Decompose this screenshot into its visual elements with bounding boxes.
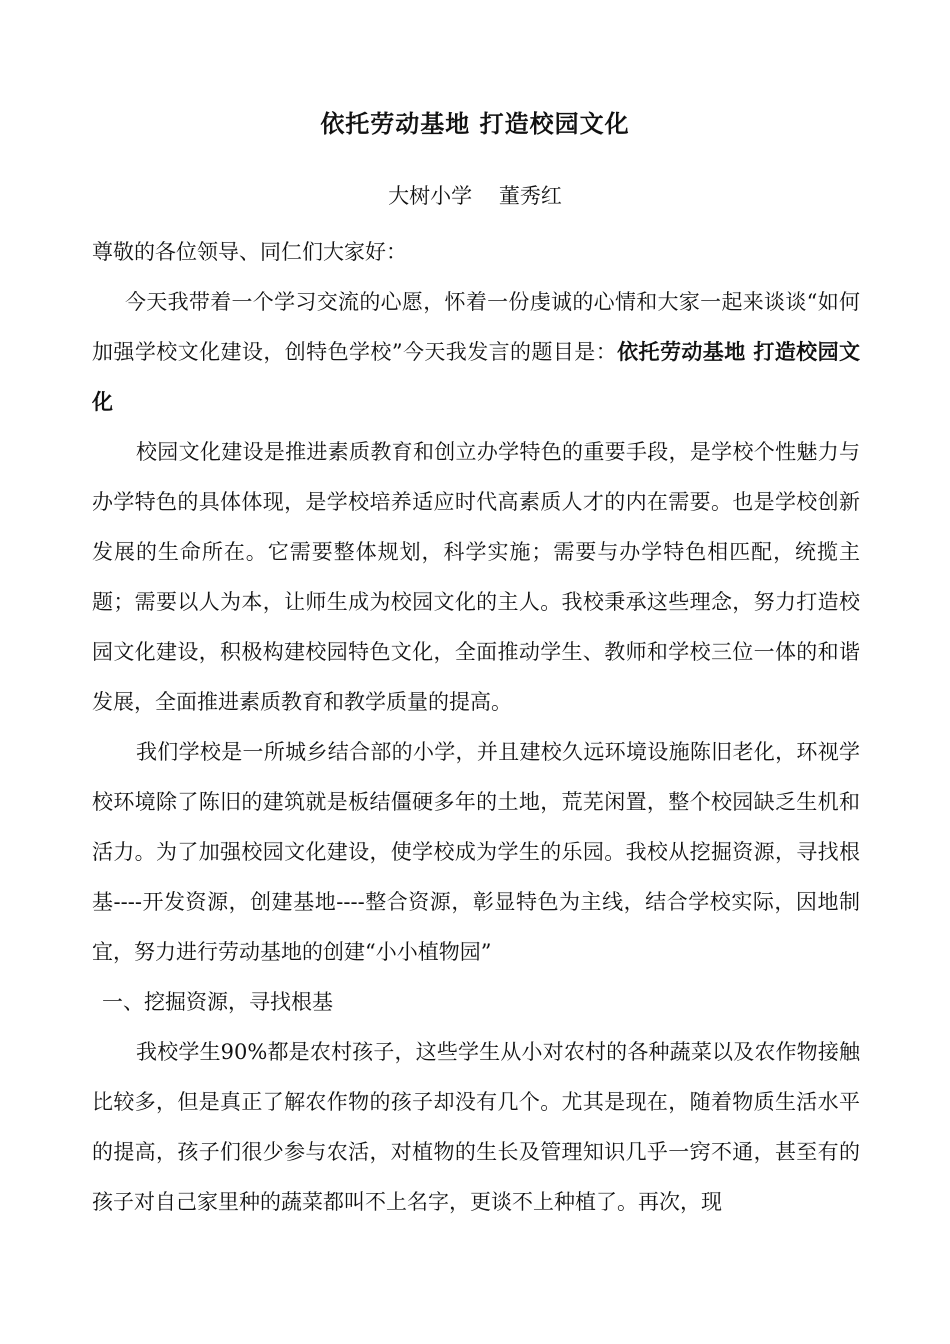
document-body	[92, 227, 860, 1227]
intro-topic: 依托劳动基地 打造校园文化	[92, 340, 861, 414]
paragraph-2: 我们学校是一所城乡结合部的小学，并且建校久远环境设施陈旧老化，环视学校环境除了陈旧的建筑就是板结僵硬多年的土地，荒芜闲置，整个校园缺乏生机和活力。为了加强校园文化建设，使学校成为学生的乐园。我校从挖掘资源，寻找根基----开发资源，创建基地----整合资源，彰显特色为主线，结合学校实际，因地制宜，努力进行劳动基地的创建“小小植物园”	[92, 740, 860, 964]
intro-paragraph	[92, 277, 860, 427]
intro-text: 今天我带着一个学习交流的心愿，怀着一份虔诚的心情和大家一起来谈谈“如何加强学校文化建设，创特色学校”今天我发言的题目是：	[92, 290, 860, 364]
greeting: 尊敬的各位领导、同仁们大家好：	[92, 240, 407, 264]
document-title: 依托劳动基地 打造校园文化	[320, 110, 630, 138]
paragraph-3: 我校学生90%都是农村孩子，这些学生从小对农村的各种蔬菜以及农作物接触比较多，但是真正了解农作物的孩子却没有几个。尤其是现在，随着物质生活水平的提高，孩子们很少参与农活，对植物的生长及管理知识几乎一窍不通，甚至有的孩子对自己家里种的蔬菜都叫不上名字，更谈不上种植了。再次，现	[92, 1040, 860, 1214]
section-heading-1: 一、挖掘资源，寻找根基	[102, 990, 333, 1014]
paragraph-1: 校园文化建设是推进素质教育和创立办学特色的重要手段，是学校个性魅力与办学特色的具体体现，是学校培养适应时代高素质人才的内在需要。也是学校创新发展的生命所在。它需要整体规划，科学实施；需要与办学特色相匹配，统揽主题；需要以人为本，让师生成为校园文化的主人。我校秉承这些理念，努力打造校园文化建设，积极构建校园特色文化，全面推动学生、教师和学校三位一体的和谐发展，全面推进素质教育和教学质量的提高。	[92, 440, 860, 714]
author-line: 大树小学 董秀红	[388, 184, 562, 208]
